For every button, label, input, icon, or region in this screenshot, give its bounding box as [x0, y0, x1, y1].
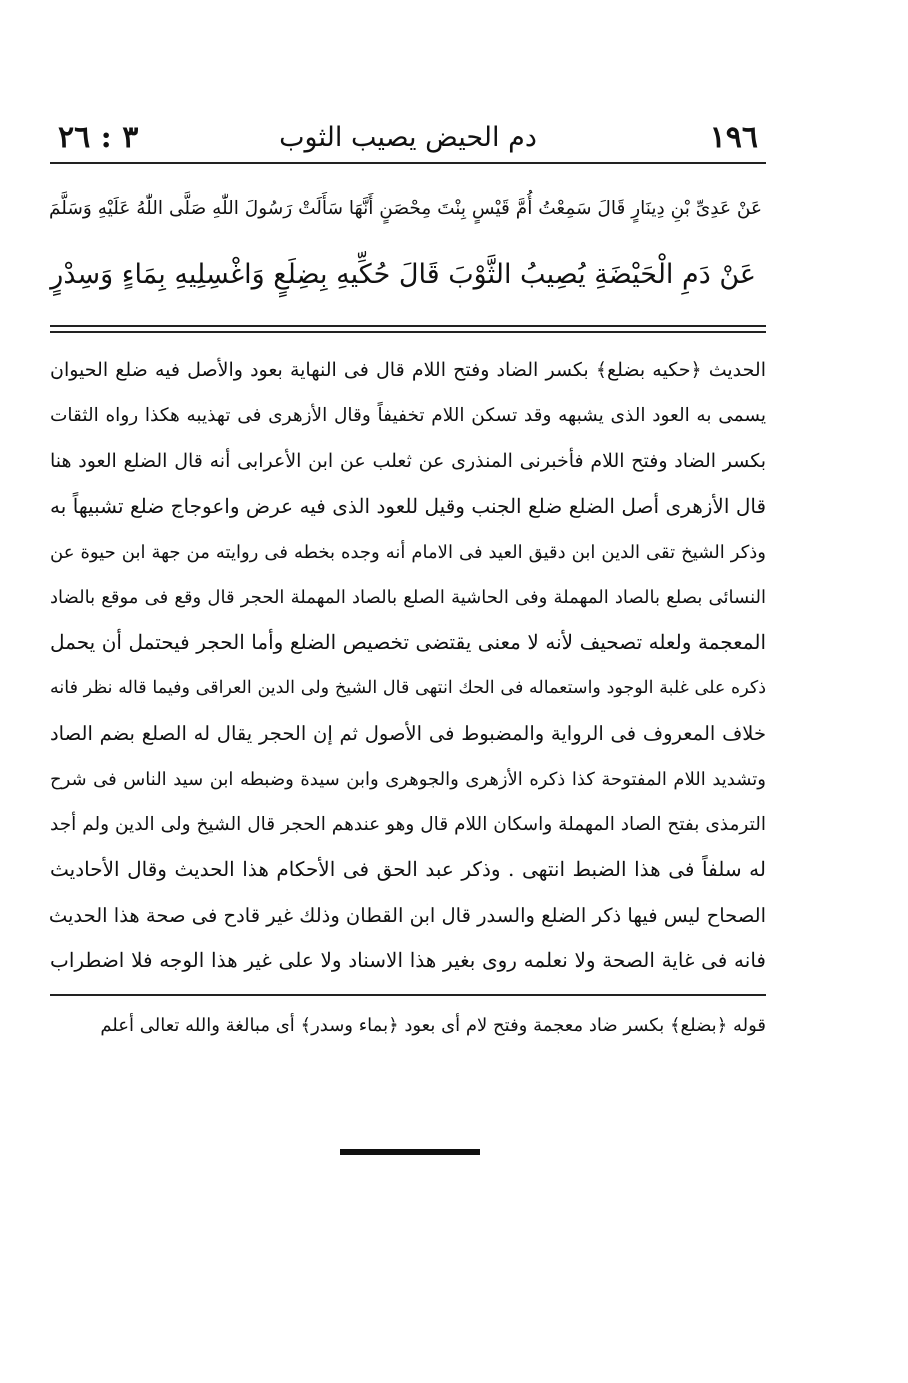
commentary-line: وتشديد اللام المفتوحة كذا ذكره الأزهرى والجوهرى وابن سيدة وضبطه ابن سيد الناس فى شرح — [50, 768, 766, 790]
chapter-reference: ٣ : ٢٦ — [58, 120, 139, 155]
separator-rule-top — [50, 325, 766, 327]
page-number: ١٩٦ — [709, 120, 758, 155]
commentary-text — [50, 348, 766, 983]
commentary-line: ذكره على غلبة الوجود واستعماله فى الحك انتهى قال الشيخ ولى الدين العراقى وفيما قاله نظر فانه — [50, 677, 766, 698]
hadith-text — [50, 176, 766, 308]
commentary-line: خلاف المعروف فى الرواية والمضبوط فى الأصول ثم إن الحجر يقال له الصلع بضم الصاد — [50, 722, 766, 746]
commentary-line: وذكر الشيخ تقى الدين ابن دقيق العيد فى الامام أنه وجده بخطه فى روايته من جهة ابن حيوة عن — [50, 541, 766, 563]
commentary-line: المعجمة ولعله تصحيف لأنه لا معنى يقتضى تخصيص الضلع وأما الحجر فيحتمل أن يحمل — [50, 630, 766, 655]
commentary-line: له سلفاً فى هذا الضبط انتهى . وذكر عبد الحق فى الأحكام هذا الحديث وقال الأحاديث — [50, 857, 766, 882]
header-rule — [50, 162, 766, 164]
commentary-line: الصحاح ليس فيها ذكر الضلع والسدر قال ابن القطان وذلك غير قادح فى صحة هذا الحديث — [48, 903, 766, 927]
page-header — [50, 116, 766, 162]
hadith-line: عَنْ عَدِىِّ بْنِ دِينَارٍ قَالَ سَمِعْتُ أُمَّ قَيْسٍ بِنْتَ مِحْصَنٍ أَنَّهَا سَأَلَتْ رَسُولَ اللّٰهِ صَلَّى اللّٰهُ عَلَيْهِ وَسَلَّمَ — [48, 198, 762, 219]
commentary-line: يسمى به العود الذى يشبهه وقد تسكن اللام تخفيفاً وقال الأزهرى فى تهذيبه هكذا رواه الثقات — [50, 405, 766, 427]
running-title: دم الحيض يصيب الثوب — [279, 122, 537, 153]
commentary-line: فانه فى غاية الصحة ولا نعلمه روى بغير هذا الاسناد ولا على غير هذا الوجه فلا اضطراب — [50, 948, 766, 973]
commentary-line: الترمذى بفتح الصاد المهملة واسكان اللام قال وهو عندهم الحجر قال الشيخ ولى الدين ولم أجد — [50, 813, 766, 835]
separator-rule-bottom — [50, 331, 766, 333]
commentary-line: بكسر الضاد وفتح اللام فأخبرنى المنذرى عن ثعلب عن ابن الأعرابى أنه قال الضلع العود هنا — [50, 449, 766, 472]
page — [50, 0, 766, 1383]
footnote-rule — [50, 994, 766, 996]
end-ornament-bar — [340, 1149, 480, 1155]
commentary-line: قال الأزهرى أصل الضلع ضلع الجنب وقيل للعود الذى فيه عرض واعوجاج ضلع تشبيهاً به — [50, 494, 766, 519]
commentary-line: النسائى بصلع بالصاد المهملة وفى الحاشية الصلع بالصاد المهملة الحجر قال وقع فى موقع بالضاد — [50, 586, 766, 608]
commentary-line: الحديث ﴿حكيه بضلع﴾ بكسر الضاد وفتح اللام قال فى النهاية بعود والأصل فيه ضلع الحيوان — [50, 359, 766, 381]
hadith-line: عَنْ دَمِ الْحَيْضَةِ يُصِيبُ الثَّوْبَ قَالَ حُكِّيهِ بِضِلَعٍ وَاغْسِلِيهِ بِمَاءٍ وَسِدْرٍ — [50, 259, 756, 290]
footnote: قوله ﴿بضلع﴾ بكسر ضاد معجمة وفتح لام أى بعود ﴿بماء وسدر﴾ أى مبالغة والله تعالى أعلم — [100, 1015, 766, 1036]
